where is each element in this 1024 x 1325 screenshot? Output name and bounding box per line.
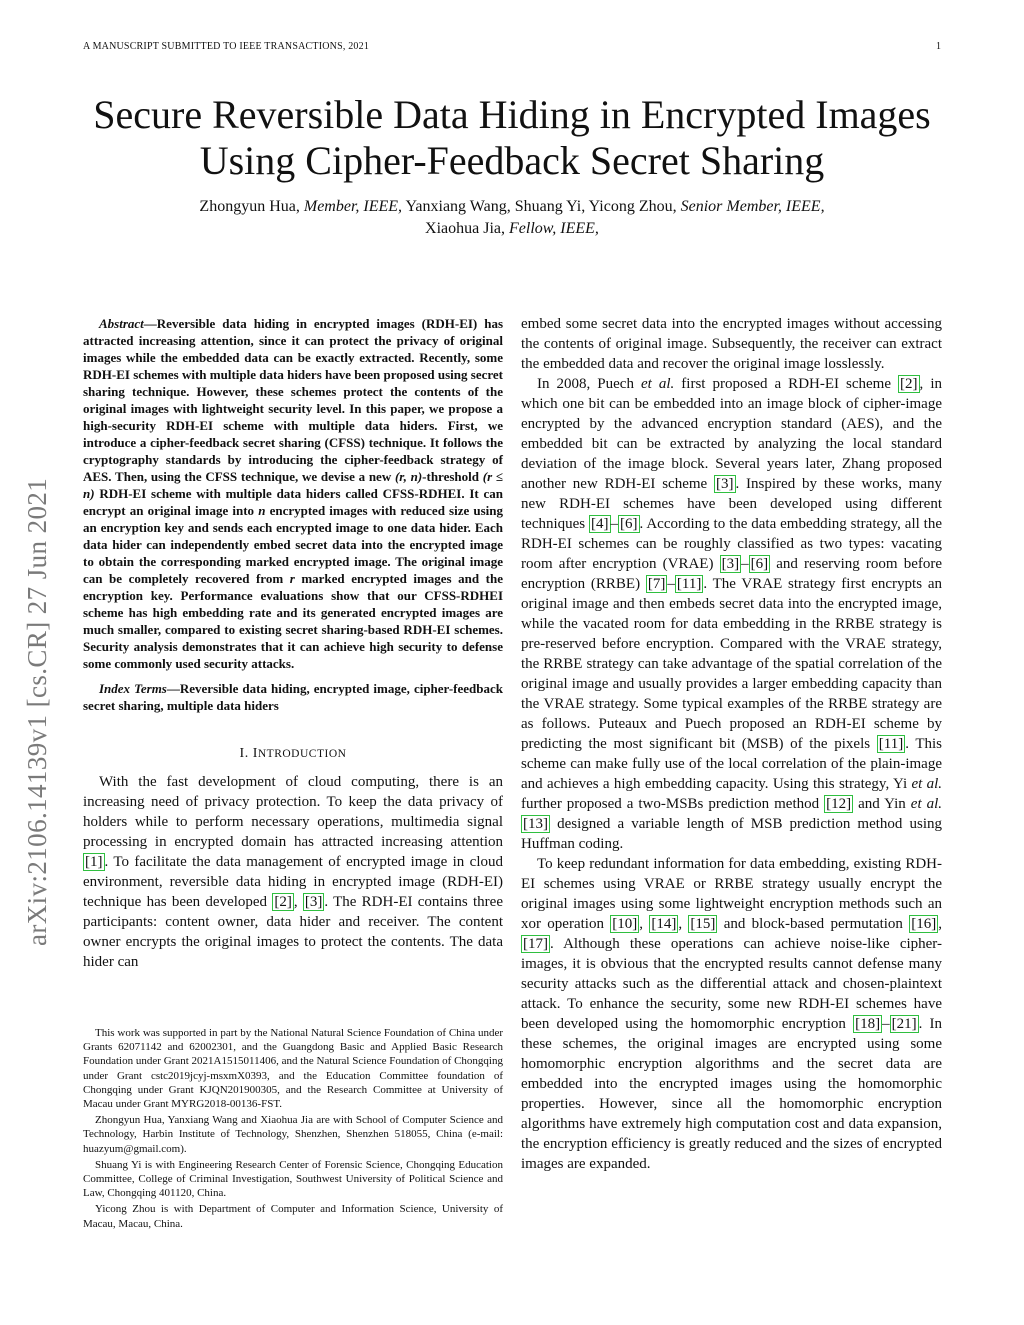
left-column — [83, 314, 503, 972]
rp3-text-d: . In these schemes, the original images are encrypted using some homomorphic encryption algorithms and the secret data are embedded into the encrypted images using the homomorphic properties. However, since all the homomorphic encryption algorithms have extremely high computation cost and data expansion, the encryption efficiency is greatly reduced and the sizes of encrypted images are expanded. — [521, 1016, 942, 1172]
paper-title — [40, 92, 984, 184]
abstract: Abstract—Reversible data hiding in encrypted images (RDH-EI) has attracted increasing attention, since it can protect the privacy of original images while the embedded data can be exactly extracted. Recently, some RDH-EI schemes with multiple data hiders have been proposed using secret sharing technique. However, these schemes protect the contents of the original images with lightweight security level. In this paper, we propose a high-security RDH-EI scheme with multiple data hiders. First, we introduce a cipher-feedback secret sharing (CFSS) technique. It follows the cryptography standards by introducing the cipher-feedback strategy of AES. Then, using the CFSS technique, we devise a new (r, n)-threshold (r ≤ n) RDH-EI scheme with multiple data hiders called CFSS-RDHEI. It can encrypt an original image into n encrypted images with reduced size using an encryption key and sends each encrypted image to one data hider. Each data hider can independently embed secret data into the encrypted image to obtain the corresponding marked encrypted image. The original image can be completely recovered from r marked encrypted images and the encryption key. Performance evaluations show that our CFSS-RDHEI scheme has high embedding rate and its generated encrypted images are much smaller, compared to existing secret sharing-based RDH-EI schemes. Security analysis demonstrates that it can achieve high security to defense some commonly used security attacks. — [83, 316, 504, 671]
rp2-text-i: further proposed a two-MSBs prediction method — [521, 796, 825, 812]
index-terms-label: Index Terms — [99, 681, 167, 696]
rp2-text-c: , in which one bit can be embedded into an image block of cipher-image encrypted by the advanced encryption standard (AES), and the embedded bit can be extracted by analyzing the local standard deviation of the image block. Several years later, Zhang proposed another new RDH-EI scheme — [521, 376, 942, 492]
right-column — [521, 314, 942, 1174]
range-dash-1: – — [610, 516, 619, 532]
footnotes — [83, 1026, 503, 1233]
citation-13[interactable]: [13] — [523, 816, 548, 832]
citation-18[interactable]: [18] — [855, 1016, 881, 1032]
citation-3c[interactable]: [3] — [721, 556, 740, 572]
range-dash-4: – — [882, 1016, 890, 1032]
range-dash-3: – — [667, 576, 675, 592]
citation-3b[interactable]: [3] — [716, 476, 734, 492]
author-jia: Xiaohua Jia, — [425, 220, 506, 237]
author-group: Yanxiang Wang, Shuang Yi, Yicong Zhou, — [405, 198, 677, 215]
intro-text-2: . To facilitate the data management of encrypted image in cloud environment, reversible data hiding in encrypted image (RDH-EI) technique has been developed — [83, 854, 503, 910]
citation-11b[interactable]: [11] — [878, 736, 904, 752]
rp2-text-e: . According to the data embedding strategy, all the RDH-EI schemes can be roughly classified as two types: vacating room after encryption (VRAE) — [521, 516, 942, 572]
citation-21[interactable]: [21] — [891, 1016, 917, 1032]
citation-7[interactable]: [7] — [647, 576, 666, 592]
rp2-text-j: and Yin — [853, 796, 911, 812]
footnote-funding: This work was supported in part by the National Natural Science Foundation of China under Grants 62071142 and 62002301, and the Guangdong Basic and Applied Basic Research Foundation under Grant 2021A1515011406, and the Natural Science Foundation of Chongqing under Grant cstc2019jcyj-msxmX0393, and the Education Committee foundation of Chongqing under Grant KJQN201900305, and the Research Committee at University of Macau under Grant MYRG2018-00136-FST. — [83, 1027, 503, 1111]
section-heading-introduction — [83, 744, 503, 764]
footnote-affiliation-1: Zhongyun Hua, Yanxiang Wang and Xiaohua Jia are with School of Computer Science and Technology, Harbin Institute of Technology, Shenzhen, Shenzhen 518055, China (e-mail: huazyum@gmail.com). — [83, 1114, 503, 1155]
rp3-text-c: . Although these operations can achieve noise-like cipher-images, it is obvious that the encrypted results cannot defense many security attacks such as the differential attack and chosen-plaintext attack. To enhance the security, some new RDH-EI schemes have been developed using the homomorphic encryption — [521, 936, 942, 1032]
rp2-text-k: designed a variable length of MSB prediction method using Huffman coding. — [521, 816, 942, 852]
citation-6b[interactable]: [6] — [750, 556, 769, 572]
citation-10[interactable]: [10] — [612, 916, 638, 932]
citation-12[interactable]: [12] — [826, 796, 852, 812]
author-hua-role: Member, IEEE, — [303, 198, 403, 215]
abstract-label: Abstract — [99, 316, 144, 331]
citation-16[interactable]: [16] — [911, 916, 937, 932]
citation-3[interactable]: [3] — [304, 894, 323, 910]
author-zhou-role: Senior Member, IEEE, — [680, 198, 825, 215]
range-dash-2: – — [741, 556, 749, 572]
author-jia-role: Fellow, IEEE, — [509, 220, 599, 237]
intro-text-3: , — [293, 894, 303, 910]
index-terms-text: Reversible data hiding, encrypted image, cipher-feedback secret sharing, multiple data hiders — [83, 681, 503, 713]
math-r-n: (r, n) — [394, 469, 423, 484]
section-title: NTRODUCTION — [257, 748, 347, 760]
rp2-text-h: . This scheme can make fully use of the local correlation of the plain-image and achieves a high embedding capacity. Using this strategy, Yi — [521, 736, 942, 792]
citation-15[interactable]: [15] — [690, 916, 716, 932]
footnote-affiliation-3: Yicong Zhou is with Department of Computer and Information Science, University of Macau, Macau, China. — [83, 1203, 503, 1230]
title-line-2: Using Cipher-Feedback Secret Sharing — [199, 138, 825, 183]
citation-14[interactable]: [14] — [651, 916, 677, 932]
citation-4[interactable]: [4] — [591, 516, 609, 532]
math-r: r — [289, 571, 295, 586]
comma-3: , — [938, 916, 942, 932]
title-block — [40, 92, 984, 240]
arxiv-stamp[interactable]: arXiv:2106.14139v1 [cs.CR] 27 Jun 2021 — [22, 477, 52, 946]
running-head: A MANUSCRIPT SUBMITTED TO IEEE TRANSACTIONS, 2021 — [83, 41, 370, 52]
etal-3: et al. — [910, 796, 942, 812]
abstract-text-1: Reversible data hiding in encrypted images (RDH-EI) has attracted increasing attention, since it can protect the privacy of original images while the embedded data can be exactly extracted. Recently, some RDH-EI schemes with multiple data hiders have been proposed using secret sharing technique. However, these schemes protect the contents of the original images with lightweight security level. In this paper, we propose a high-security RDH-EI scheme with multiple data hiders. First, we introduce a cipher-feedback secret sharing (CFSS) technique. It follows the cryptography standards by introducing the cipher-feedback strategy of AES. Then, using the CFSS technique, we devise a new — [83, 316, 503, 484]
right-paragraph-1: embed some secret data into the encrypted images without accessing the contents of original image. Subsequently, the receiver can extract the embedded data and recover the original image losslessly. — [521, 316, 942, 372]
index-terms: Index Terms—Reversible data hiding, encrypted image, cipher-feedback secret sharing, multiple data hiders — [83, 681, 503, 713]
rp3-text-b: and block-based permutation — [717, 916, 910, 932]
intro-text-4: . The RDH-EI contains three participants: content owner, data hider and receiver. The content owner encrypts the original images to protect the contents. The data hider can — [83, 894, 503, 970]
comma-1: , — [639, 916, 650, 932]
rp2-text-b: first proposed a RDH-EI scheme — [674, 376, 899, 392]
right-paragraph-2 — [521, 374, 942, 854]
abstract-text-2: -threshold — [422, 469, 479, 484]
rp3-text-a: To keep redundant information for data embedding, existing RDH-EI schemes using VRAE or RRBE strategy usually encrypt the original images using some lightweight encryption methods such an xor operation — [521, 856, 942, 932]
intro-text-1: With the fast development of cloud computing, there is an increasing need of privacy protection. To keep the data privacy of holders while to perform necessary operations, multimedia signal processing in encrypted domain has attracted increasing attention — [83, 774, 503, 850]
rp2-text-f: and reserving room before encryption (RRBE) — [521, 556, 943, 592]
section-numeral: I. I — [239, 746, 258, 761]
rp2-text-a: In 2008, Puech — [537, 376, 641, 392]
citation-11[interactable]: [11] — [676, 576, 702, 592]
citation-1[interactable]: [1] — [85, 854, 103, 870]
rp2-text-g: . The VRAE strategy first encrypts an original image and then embeds secret data into the encrypted image, while the vacated room for data embedding in the RRBE strategy is pre-reserved before encryption. Compared with the VRAE strategy, the RRBE strategy can take advantage of the spatial correlation of the original image and usually provides a larger embedding capacity than the VRAE strategy. Some typical examples of the RRBE strategy are as follows. Puteaux and Puech proposed an RDH-EI scheme by predicting the most significant bit (MSB) of the pixels — [521, 576, 942, 752]
math-r-le-n: (r ≤ n) — [83, 469, 503, 501]
author-hua: Zhongyun Hua, — [199, 198, 300, 215]
citation-17[interactable]: [17] — [523, 936, 548, 952]
page-number: 1 — [936, 41, 941, 52]
citation-2b[interactable]: [2] — [900, 376, 918, 392]
math-n: n — [258, 503, 266, 518]
abstract-text-3: RDH-EI scheme with multiple data hiders called CFSS-RDHEI. It can encrypt an original image into — [83, 486, 504, 518]
citation-2[interactable]: [2] — [274, 894, 292, 910]
right-paragraph-3 — [521, 854, 942, 1174]
comma-2: , — [678, 916, 689, 932]
citation-6[interactable]: [6] — [620, 516, 638, 532]
abstract-text-4: encrypted images with reduced size using an encryption key and sends each encrypted image to one data hider. Each data hider can independently embed secret data into the encrypted image to obtain the corresponding marked encrypted image. The original image can be completely recovered from — [83, 503, 504, 586]
author-list — [40, 196, 984, 240]
rp2-text-d: . Inspired by these works, many new RDH-EI schemes have been developed using different techniques — [521, 476, 942, 532]
etal-1: et al. — [640, 376, 675, 392]
footnote-affiliation-2: Shuang Yi is with Engineering Research Center of Forensic Science, Chongqing Education Committee, College of Criminal Investigation, Southwest University of Political Science and Law, Chongqing 401120, China. — [83, 1158, 503, 1200]
etal-2: et al. — [911, 776, 942, 792]
abstract-text-5: marked encrypted images and the encryption key. Performance evaluations show that our CFSS-RDHEI scheme has high embedding rate and its generated encrypted images are much smaller, compared to existing secret sharing-based RDH-EI schemes. Security analysis demonstrates that it can achieve high security to defense some commonly used security attacks. — [83, 571, 503, 671]
title-line-1: Secure Reversible Data Hiding in Encrypted Images — [93, 92, 931, 137]
intro-paragraph — [83, 772, 503, 972]
